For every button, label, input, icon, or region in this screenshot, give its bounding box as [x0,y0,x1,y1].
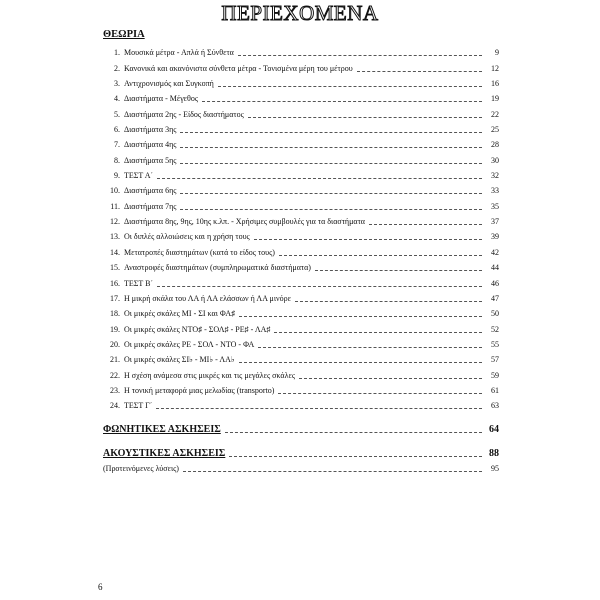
toc-entry-number: 17. [110,293,120,303]
toc-entry-page: 22 [491,109,499,119]
toc-entry-title: ΤΕΣΤ Β΄ [124,278,154,288]
toc-entry-page: 95 [491,464,499,474]
toc-entry-title: Αναστροφές διαστημάτων (συμπληρωματικά διαστήματα) [124,263,311,273]
toc-row [103,121,499,136]
toc-row [103,274,499,289]
toc-row [103,320,499,335]
toc-entry-title: Οι μικρές σκάλες ΜΙ - ΣΙ και ΦΑ♯ [124,309,236,319]
toc-entry-page: 63 [491,401,499,411]
toc-entry-title: Διαστήματα 7ης [124,201,177,211]
toc-dot-leader [180,132,482,133]
toc-entry-page: 25 [491,125,499,135]
toc-entry-page: 42 [491,247,499,257]
toc-entry-page: 12 [491,63,499,73]
toc-dot-leader [248,117,482,118]
toc-entry-page: 57 [491,355,499,365]
toc-entry-page: 28 [491,140,499,150]
toc-entry-page: 37 [491,217,499,227]
toc-dot-leader [238,55,482,56]
toc-entry-title: Διαστήματα 3ης [124,125,177,135]
toc-entry-number: 5. [114,109,120,119]
toc-entry-title: ΦΩΝΗΤΙΚΕΣ ΑΣΚΗΣΕΙΣ [103,424,221,436]
toc-dot-leader [225,432,482,433]
toc-entry-number: 21. [110,355,120,365]
toc-entry-number: 4. [114,94,120,104]
toc-entry-number: 24. [110,401,120,411]
toc-row [103,182,499,197]
toc-dot-leader [180,209,482,210]
toc-dot-leader [274,332,482,333]
toc-entry-page: 88 [489,448,499,460]
toc-entry-number: 2. [114,63,120,73]
toc-row [103,90,499,105]
toc-dot-leader [218,86,482,87]
toc-entry-page: 61 [491,385,499,395]
toc-entry-page: 64 [489,424,499,436]
toc-entry-number: 23. [110,385,120,395]
toc-entry-page: 39 [491,232,499,242]
toc-entry-number: 12. [110,217,120,227]
toc-dot-leader [239,316,482,317]
toc-entry-page: 30 [491,155,499,165]
toc-entry-title: Διαστήματα - Μέγεθος [124,94,198,104]
toc-entry-number: 1. [114,48,120,58]
toc-dot-leader [157,178,482,179]
toc-entry-number: 20. [110,339,120,349]
toc-row [103,136,499,151]
toc-entry-title: Διαστήματα 6ης [124,186,177,196]
toc-entry-title: Κανονικά και ακανόνιστα σύνθετα μέτρα - Τονισμένα μέρη του μέτρου [124,63,353,73]
toc-entry-title: Οι μικρές σκάλες ΝΤΟ♯ - ΣΟΛ♯ - ΡΕ♯ - ΛΑ♯ [124,324,271,334]
toc-entry-number: 11. [110,201,120,211]
toc-entry-title: ΑΚΟΥΣΤΙΚΕΣ ΑΣΚΗΣΕΙΣ [103,448,226,460]
toc-row [103,197,499,212]
toc-entry-number: 9. [114,171,120,181]
toc-entry-title: Η σχέση ανάμεσα στις μικρές και τις μεγάλες σκάλες [124,370,295,380]
toc-entry-page: 33 [491,186,499,196]
toc-entry-title: Διαστήματα 8ης, 9ης, 10ης κ.λπ. - Χρήσιμες συμβουλές για τα διαστήματα [124,217,365,227]
toc-entry-page: 19 [491,94,499,104]
toc-row [103,44,499,59]
toc-entry-title: Η μικρή σκάλα του ΛΑ ή ΛΑ ελάσσων ή ΛΑ μινόρε [124,293,291,303]
toc-entry-page: 55 [491,339,499,349]
toc-row [103,397,499,412]
toc-entry-page: 50 [491,309,499,319]
toc-entry-page: 44 [491,263,499,273]
toc-entry-title: Η τονική μεταφορά μιας μελωδίας (transporto) [124,385,275,395]
toc-dot-leader [295,301,482,302]
toc-entry-title: (Προτεινόμενες λύσεις) [103,464,179,474]
table-of-contents [103,44,499,475]
toc-row [103,351,499,366]
toc-entry-title: Διαστήματα 2ης - Είδος διαστήματος [124,109,244,119]
toc-row [103,382,499,397]
toc-entry-title: ΤΕΣΤ Γ΄ [124,401,153,411]
toc-entry-page: 35 [491,201,499,211]
toc-entry-page: 46 [491,278,499,288]
toc-dot-leader [180,163,482,164]
toc-dot-leader [258,347,482,348]
toc-entry-page: 47 [491,293,499,303]
toc-row [103,228,499,243]
toc-entry-title: Οι μικρές σκάλες ΣΙ♭ - ΜΙ♭ - ΛΑ♭ [124,355,235,365]
toc-dot-leader [202,101,482,102]
toc-entry-page: 16 [491,79,499,89]
toc-row [103,167,499,182]
toc-dot-leader [183,471,482,472]
toc-entry-number: 16. [110,278,120,288]
toc-dot-leader [239,362,482,363]
toc-entry-title: Οι διπλές αλλοιώσεις και η χρήση τους [124,232,250,242]
toc-entry-number: 6. [114,125,120,135]
toc-row [103,290,499,305]
toc-row [103,259,499,274]
toc-dot-leader [278,393,482,394]
toc-dot-leader [357,71,482,72]
section-heading-theory: ΘΕΩΡΙΑ [103,29,145,40]
toc-entry-number: 3. [114,79,120,89]
toc-dot-leader [156,408,482,409]
toc-entry-number: 13. [110,232,120,242]
toc-entry-title: Μετατροπές διαστημάτων (κατά το είδος τους) [124,247,275,257]
toc-entry-page: 9 [495,48,499,58]
toc-row [103,460,499,475]
toc-dot-leader [299,378,482,379]
toc-entry-number: 22. [110,370,120,380]
toc-entry-title: ΤΕΣΤ Α΄ [124,171,154,181]
toc-entry-title: Μουσικά μέτρα - Απλά ή Σύνθετα [124,48,234,58]
toc-entry-title: Διαστήματα 5ης [124,155,177,165]
toc-entry-number: 8. [114,155,120,165]
toc-dot-leader [157,286,482,287]
toc-entry-number: 18. [110,309,120,319]
toc-dot-leader [229,456,482,457]
toc-entry-title: Διαστήματα 4ης [124,140,177,150]
toc-entry-title: Αντιχρονισμός και Συγκοπή [124,79,214,89]
toc-entry-number: 19. [110,324,120,334]
toc-dot-leader [254,239,482,240]
toc-dot-leader [180,147,482,148]
page-number: 6 [98,582,103,592]
toc-dot-leader [180,193,482,194]
toc-entry-number: 7. [114,140,120,150]
toc-dot-leader [315,270,482,271]
toc-entry-number: 15. [110,263,120,273]
toc-dot-leader [369,224,482,225]
toc-row [103,366,499,381]
toc-section-row [103,412,499,436]
page-title: ΠΕΡΙΕΧΟΜΕΝΑ [221,1,379,25]
toc-entry-page: 32 [491,171,499,181]
toc-row [103,305,499,320]
toc-entry-title: Οι μικρές σκάλες ΡΕ - ΣΟΛ - ΝΤΟ - ΦΑ [124,339,255,349]
toc-entry-page: 52 [491,324,499,334]
toc-entry-number: 14. [110,247,120,257]
toc-dot-leader [279,255,482,256]
toc-row [103,75,499,90]
toc-row [103,213,499,228]
toc-entry-page: 59 [491,370,499,380]
toc-section-row [103,436,499,460]
toc-row [103,105,499,120]
toc-row [103,243,499,258]
toc-row [103,59,499,74]
toc-row [103,336,499,351]
toc-row [103,151,499,166]
toc-entry-number: 10. [110,186,120,196]
